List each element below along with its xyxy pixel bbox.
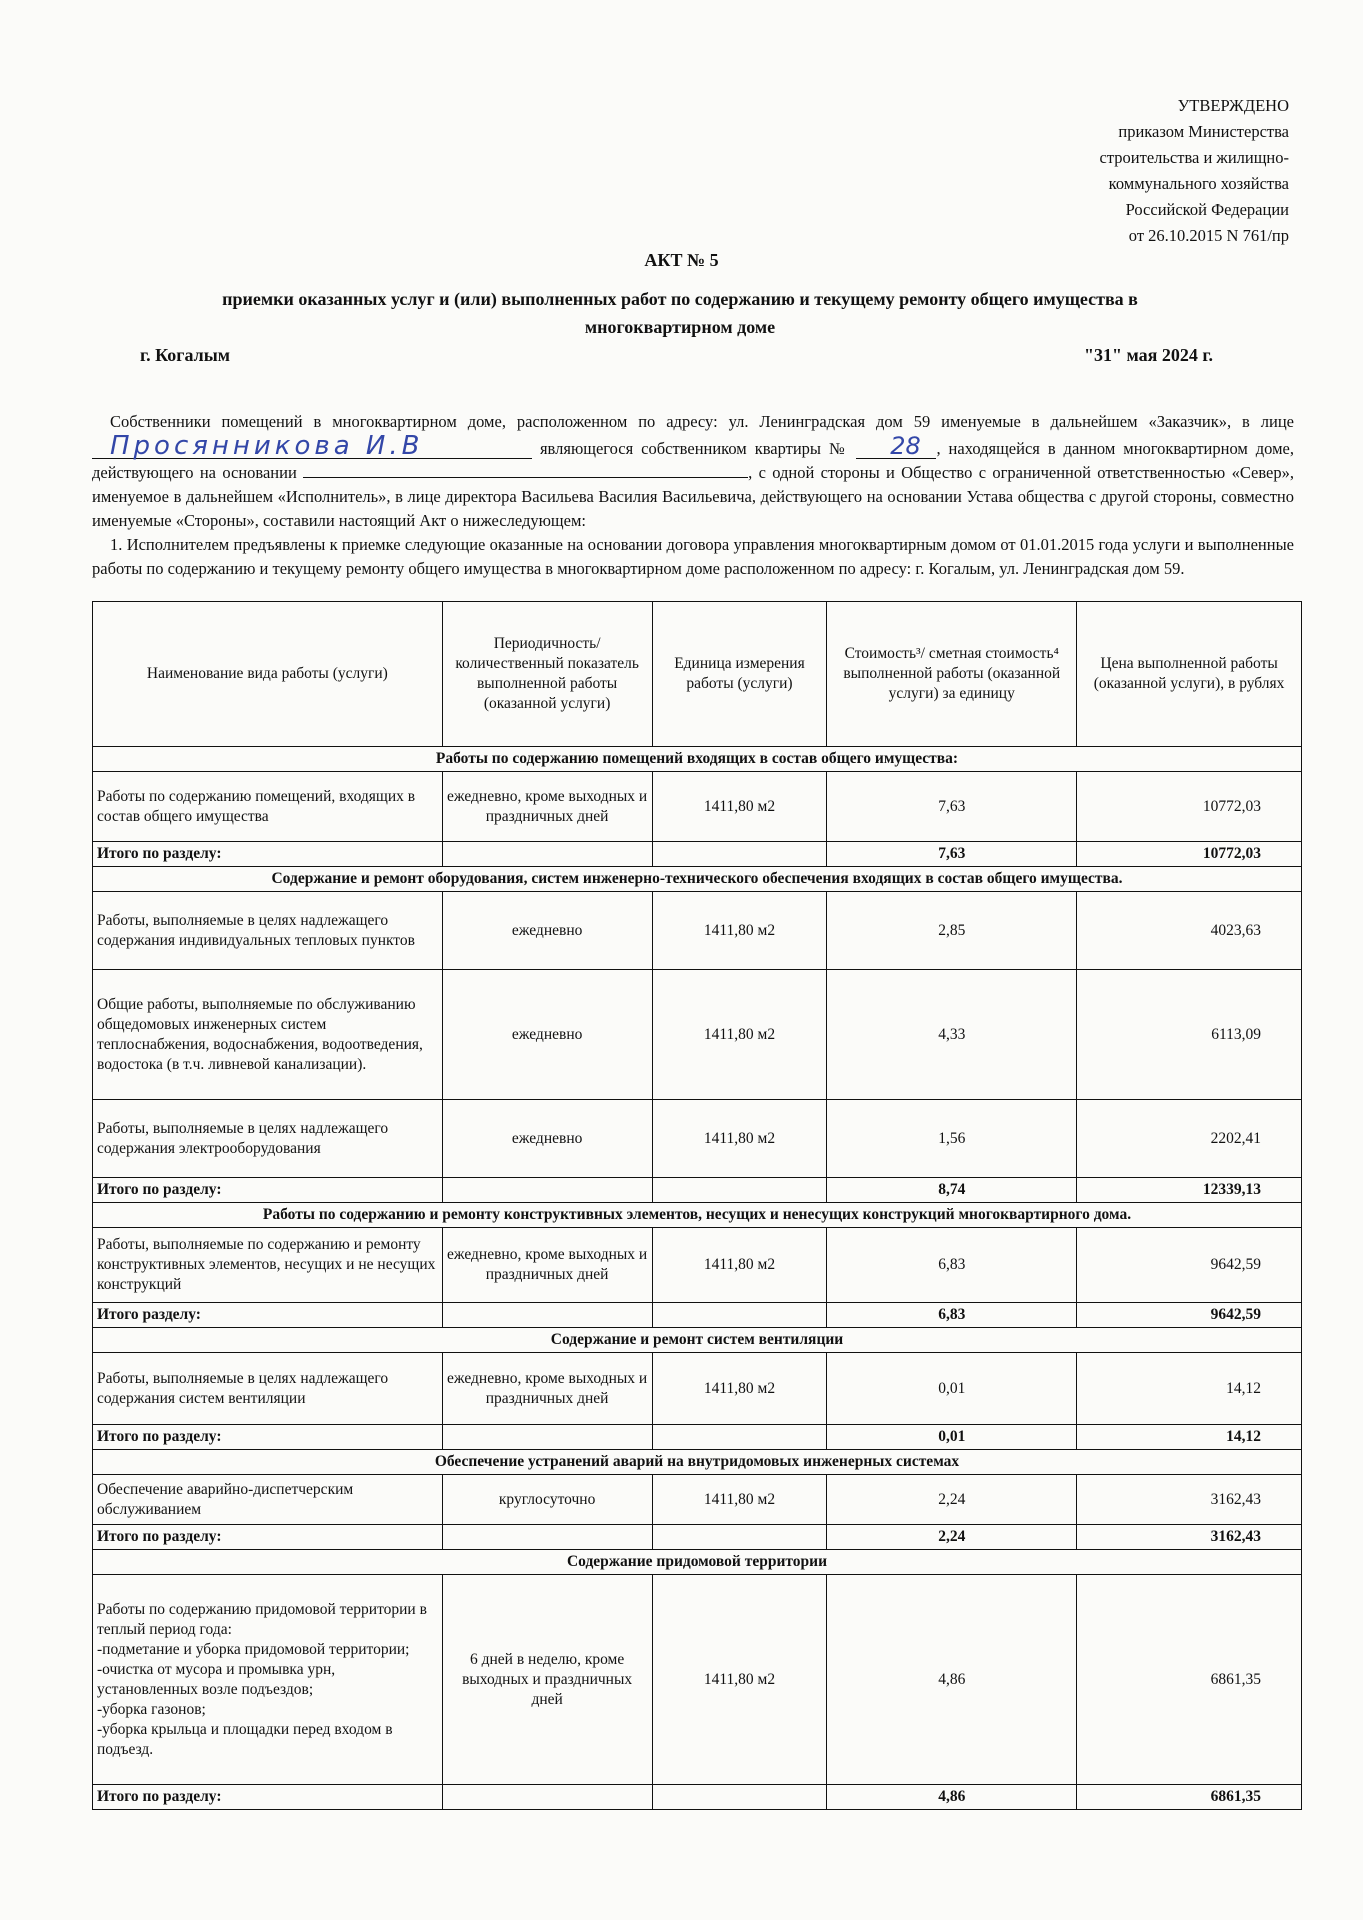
periodicity-cell: ежедневно, кроме выходных и праздничных дней: [442, 1228, 652, 1303]
periodicity-cell: ежедневно, кроме выходных и праздничных дней: [442, 772, 652, 842]
owner-handwritten: Просянникова И.В: [92, 434, 532, 459]
section-title: Работы по содержанию и ремонту конструктивных элементов, несущих и ненесущих конструкций многоквартирного дома.: [93, 1203, 1302, 1228]
unit-cell: 1411,80 м2: [652, 772, 827, 842]
cost-cell: 7,63: [827, 772, 1077, 842]
section-title: Содержание и ремонт оборудования, систем инженерно-технического обеспечения входящих в состав общего имущества.: [93, 867, 1302, 892]
intro-paragraph-2: 1. Исполнителем предъявлены к приемке следующие оказанные на основании договора управления многоквартирным домом от 01.01.2015 года услуги и выполненные работы по содержанию и текущему ремонту общего имущества в многоквартирном доме расположенном по адресу: г. Когалым, ул. Ленинградская дом 59.: [92, 535, 1294, 578]
work-name-cell: Работы, выполняемые в целях надлежащего содержания электрооборудования: [93, 1100, 443, 1178]
total-cost: 2,24: [827, 1525, 1077, 1550]
section-title: Работы по содержанию помещений входящих в состав общего имущества:: [93, 747, 1302, 772]
works-table-body: [93, 747, 1302, 1810]
cost-cell: 2,24: [827, 1475, 1077, 1525]
apartment-handwritten: 28: [856, 434, 936, 459]
table-row: [93, 1353, 1302, 1425]
total-price: 12339,13: [1077, 1178, 1302, 1203]
cost-cell: 4,86: [827, 1575, 1077, 1785]
unit-cell: 1411,80 м2: [652, 1475, 827, 1525]
section-total-row: [93, 1785, 1302, 1810]
cost-cell: 4,33: [827, 970, 1077, 1100]
total-label: Итого по разделу:: [93, 1525, 443, 1550]
act-date: "31" мая 2024 г.: [1083, 345, 1213, 365]
empty-cell: [652, 1785, 827, 1810]
header-cost: Стоимость³/ сметная стоимость⁴ выполненной работы (оказанной услуги) за единицу: [827, 602, 1077, 747]
total-cost: 0,01: [827, 1425, 1077, 1450]
intro-paragraph-1: [92, 410, 1294, 533]
empty-cell: [652, 1425, 827, 1450]
work-name-cell: Работы, выполняемые по содержанию и ремонту конструктивных элементов, несущих и не несущих конструкций: [93, 1228, 443, 1303]
approval-line: коммунального хозяйства: [1108, 174, 1289, 193]
section-total-row: [93, 842, 1302, 867]
approval-line: приказом Министерства: [1118, 122, 1289, 141]
empty-cell: [442, 842, 652, 867]
price-cell: 6861,35: [1077, 1575, 1302, 1785]
work-name-cell: Работы, выполняемые в целях надлежащего содержания систем вентиляции: [93, 1353, 443, 1425]
price-cell: 9642,59: [1077, 1228, 1302, 1303]
total-label: Итого по разделу:: [93, 1425, 443, 1450]
empty-cell: [442, 1303, 652, 1328]
price-cell: 10772,03: [1077, 772, 1302, 842]
total-label: Итого по разделу:: [93, 1178, 443, 1203]
intro-text: [92, 410, 1294, 581]
table-row: [93, 970, 1302, 1100]
price-cell: 14,12: [1077, 1353, 1302, 1425]
total-cost: 7,63: [827, 842, 1077, 867]
empty-cell: [442, 1178, 652, 1203]
periodicity-cell: 6 дней в неделю, кроме выходных и праздничных дней: [442, 1575, 652, 1785]
intro-text-part: Собственники помещений в многоквартирном доме, расположенном по адресу: ул. Ленинградская дом 59 именуемые в дальнейшем «Заказчик», в лице: [110, 412, 1294, 431]
table-row: [93, 1228, 1302, 1303]
periodicity-cell: ежедневно: [442, 970, 652, 1100]
section-total-row: [93, 1303, 1302, 1328]
price-cell: 2202,41: [1077, 1100, 1302, 1178]
total-label: Итого по разделу:: [93, 1785, 443, 1810]
section-total-row: [93, 1425, 1302, 1450]
periodicity-cell: круглосуточно: [442, 1475, 652, 1525]
unit-cell: 1411,80 м2: [652, 1100, 827, 1178]
section-title: Обеспечение устранений аварий на внутридомовых инженерных системах: [93, 1450, 1302, 1475]
header-price: Цена выполненной работы (оказанной услуги), в рублях: [1077, 602, 1302, 747]
empty-cell: [442, 1785, 652, 1810]
work-name-cell: Общие работы, выполняемые по обслуживанию общедомовых инженерных систем теплоснабжения, водоснабжения, водоотведения, водостока (в т.ч. ливневой канализации).: [93, 970, 443, 1100]
total-cost: 4,86: [827, 1785, 1077, 1810]
cost-cell: 2,85: [827, 892, 1077, 970]
section-header-row: [93, 1203, 1302, 1228]
cost-cell: 0,01: [827, 1353, 1077, 1425]
work-name-cell: Работы по содержанию придомовой территории в теплый период года: -подметание и уборка придомовой территории; -очистка от мусора и промывка урн, установленных возле подъездов; -уборка газонов; -уборка крыльца и площадки перед входом в подъезд.: [93, 1575, 443, 1785]
table-row: [93, 892, 1302, 970]
unit-cell: 1411,80 м2: [652, 892, 827, 970]
section-total-row: [93, 1525, 1302, 1550]
total-price: 9642,59: [1077, 1303, 1302, 1328]
work-name-cell: Работы по содержанию помещений, входящих в состав общего имущества: [93, 772, 443, 842]
section-header-row: [93, 1450, 1302, 1475]
table-row: [93, 1475, 1302, 1525]
cost-cell: 6,83: [827, 1228, 1077, 1303]
works-table: [92, 601, 1302, 1810]
empty-cell: [652, 1525, 827, 1550]
periodicity-cell: ежедневно: [442, 892, 652, 970]
approval-line: строительства и жилищно-: [1099, 148, 1289, 167]
total-label: Итого по разделу:: [93, 842, 443, 867]
unit-cell: 1411,80 м2: [652, 1353, 827, 1425]
table-header-row: [93, 602, 1302, 747]
price-cell: 3162,43: [1077, 1475, 1302, 1525]
act-city: г. Когалым: [140, 345, 231, 365]
cost-cell: 1,56: [827, 1100, 1077, 1178]
table-row: [93, 1575, 1302, 1785]
approval-line: от 26.10.2015 N 761/пр: [1128, 226, 1289, 245]
periodicity-cell: ежедневно: [442, 1100, 652, 1178]
approval-stamp-text: [1100, 93, 1289, 249]
unit-cell: 1411,80 м2: [652, 1575, 827, 1785]
total-price: 6861,35: [1077, 1785, 1302, 1810]
section-title: Содержание придомовой территории: [93, 1550, 1302, 1575]
approval-line: Российской Федерации: [1125, 200, 1289, 219]
empty-cell: [652, 1178, 827, 1203]
total-price: 3162,43: [1077, 1525, 1302, 1550]
total-price: 10772,03: [1077, 842, 1302, 867]
work-name-cell: Работы, выполняемые в целях надлежащего содержания индивидуальных тепловых пунктов: [93, 892, 443, 970]
total-cost: 6,83: [827, 1303, 1077, 1328]
total-price: 14,12: [1077, 1425, 1302, 1450]
section-header-row: [93, 1328, 1302, 1353]
table-row: [93, 1100, 1302, 1178]
empty-cell: [442, 1525, 652, 1550]
price-cell: 6113,09: [1077, 970, 1302, 1100]
empty-cell: [652, 842, 827, 867]
section-header-row: [93, 747, 1302, 772]
total-cost: 8,74: [827, 1178, 1077, 1203]
act-title: АКТ № 5: [644, 250, 719, 270]
empty-cell: [442, 1425, 652, 1450]
intro-text-part: являющегося собственником квартиры №: [539, 439, 849, 458]
intro-text-part: , с одной стороны и Общество с ограниченной ответственностью «Север», именуемое в дальнейшем «Исполнитель», в лице директора Васильева Василия Васильевича, действующего на основании Устава общества с другой стороны, совместно именуемые «Стороны», составили настоящий Акт о нижеследующем:: [92, 463, 1294, 530]
approval-line: УТВЕРЖДЕНО: [1177, 96, 1289, 115]
unit-cell: 1411,80 м2: [652, 1228, 827, 1303]
basis-blank-line: [303, 461, 748, 478]
periodicity-cell: ежедневно, кроме выходных и праздничных дней: [442, 1353, 652, 1425]
section-title: Содержание и ремонт систем вентиляции: [93, 1328, 1302, 1353]
unit-cell: 1411,80 м2: [652, 970, 827, 1100]
table-row: [93, 772, 1302, 842]
work-name-cell: Обеспечение аварийно-диспетчерским обслуживанием: [93, 1475, 443, 1525]
price-cell: 4023,63: [1077, 892, 1302, 970]
empty-cell: [652, 1303, 827, 1328]
header-unit: Единица измерения работы (услуги): [652, 602, 827, 747]
intro-text-part: , находящейся в данном многоквартирном доме, действующего на основании: [92, 439, 1294, 482]
act-subtitle: приемки оказанных услуг и (или) выполненных работ по содержанию и текущему ремонту общего имущества в многоквартирном доме: [222, 289, 1138, 337]
header-periodicity: Периодичность/ количественный показатель выполненной работы (оказанной услуги): [442, 602, 652, 747]
header-name: Наименование вида работы (услуги): [93, 602, 443, 747]
section-total-row: [93, 1178, 1302, 1203]
section-header-row: [93, 1550, 1302, 1575]
section-header-row: [93, 867, 1302, 892]
total-label: Итого разделу:: [93, 1303, 443, 1328]
